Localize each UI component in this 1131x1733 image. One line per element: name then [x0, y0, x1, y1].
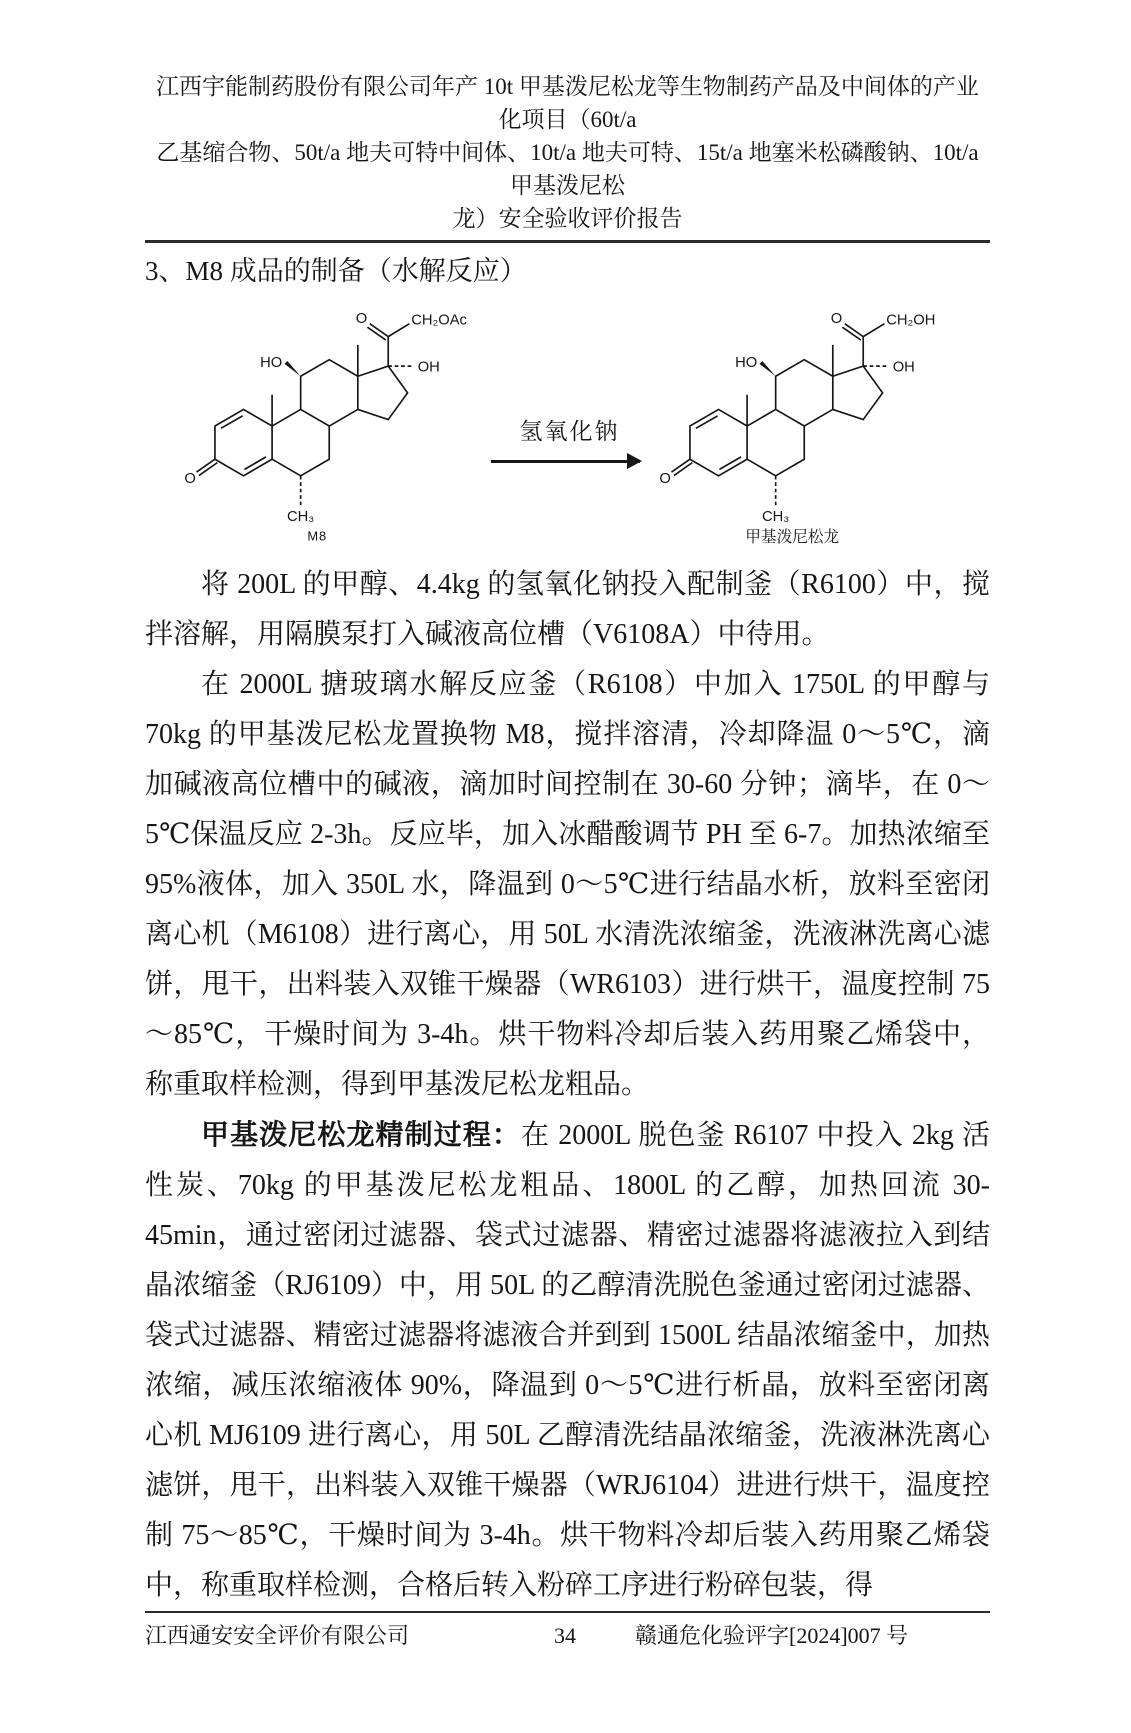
steroid-skeleton [215, 324, 409, 476]
wedge-bond [285, 361, 301, 376]
paragraph-text: 在 2000L 脱色釜 R6107 中投入 2kg 活性炭、70kg 的甲基泼尼松龙粗品、1800L 的乙醇，加热回流 30-45min，通过密闭过滤器、袋式过滤器、精密过滤器将滤液拉入到结晶浓缩釜（RJ6109）中，用 50L 的乙醇清洗脱色釜通过密闭过滤器、袋式过滤器、精密过滤器将滤液合并到到 1500L 结晶浓缩釜中，加热浓缩，减压浓缩液体 90%，降温到 0～5℃进行析晶，放料至密闭离心机 MJ6109 进行离心，用 50L 乙醇清洗结晶浓缩釜，洗液淋洗离心滤饼，甩干，出料装入双锥干燥器（WRJ6104）进进行烘干，温度控制 75～85℃，干燥时间为 3-4h。烘干物料冷却后装入药用聚乙烯袋中，称重取样检测，合格后转入粉碎工序进行粉碎包装，得 [145, 1120, 990, 1601]
page-number: 34 [554, 1623, 576, 1648]
body-text [145, 560, 990, 1611]
header-line: 江西宇能制药股份有限公司年产 10t 甲基泼尼松龙等生物制药产品及中间体的产业化项目（60t/a [156, 74, 979, 132]
atom-label-oh: OH [417, 359, 440, 376]
molecule-m8-structure [179, 295, 485, 546]
footer-doc-number: 赣通危化验评字[2024]007 号 [635, 1623, 909, 1648]
paragraph-refining [145, 1110, 990, 1611]
atom-label-ho: HO [735, 355, 758, 372]
right-arrow-icon [491, 460, 640, 463]
molecule-product-structure [654, 295, 960, 546]
paragraph-lead: 甲基泼尼松龙精制过程： [201, 1119, 522, 1150]
atom-label-o: O [355, 310, 368, 327]
reaction-arrow-block [485, 413, 654, 463]
double-bond [696, 416, 718, 428]
atom-label-o: O [184, 471, 196, 488]
molecule-methylprednisolone [654, 295, 960, 546]
page-header [145, 70, 990, 243]
footer-row [145, 1621, 990, 1651]
molecule-m8 [179, 295, 485, 546]
atom-label-oh: OH [892, 359, 915, 376]
reaction-scheme [145, 291, 990, 546]
atom-label-ho: HO [260, 355, 283, 372]
header-line: 乙基缩合物、50t/a 地夫可特中间体、10t/a 地夫可特、15t/a 地塞米松磷酸钠、10t/a 甲基泼尼松 [156, 140, 979, 198]
footer-company: 江西通安安全评价有限公司 [145, 1623, 410, 1648]
section-heading: 3、M8 成品的制备（水解反应） [145, 256, 527, 286]
side-chain-label: CH₂OAc [411, 312, 467, 329]
double-bond [244, 457, 266, 469]
molecule-name: M8 [307, 528, 328, 544]
atom-label-o: O [830, 310, 843, 327]
wedge-bond [760, 361, 776, 376]
footer-divider [145, 1611, 990, 1613]
molecule-name: 甲基泼尼松龙 [745, 529, 840, 547]
header-divider [145, 240, 990, 243]
page-footer [145, 1611, 990, 1733]
side-chain-label: CH₂OH [886, 312, 936, 329]
steroid-skeleton [690, 324, 884, 476]
header-line: 龙）安全验收评价报告 [452, 206, 683, 231]
atom-label-o: O [659, 471, 671, 488]
double-bond [719, 457, 741, 469]
paragraph-preparation: 将 200L 的甲醇、4.4kg 的氢氧化钠投入配制釜（R6100）中，搅拌溶解，用隔膜泵打入碱液高位槽（V6108A）中待用。 [145, 569, 990, 650]
double-bond [221, 416, 243, 428]
reagent-label: 氢氧化钠 [519, 419, 620, 444]
atom-label-ch3: CH₃ [287, 508, 315, 525]
atom-label-ch3: CH₃ [762, 508, 790, 525]
paragraph-hydrolysis: 在 2000L 搪玻璃水解反应釜（R6108）中加入 1750L 的甲醇与 70kg 的甲基泼尼松龙置换物 M8，搅拌溶清，冷却降温 0～5℃，滴加碱液高位槽中的碱液，滴加时间控制在 30-60 分钟；滴毕，在 0～5℃保温反应 2-3h。反应毕，加入冰醋酸调节 PH 至 6-7。加热浓缩至 95%液体，加入 350L 水，降温到 0～5℃进行结晶水析，放料至密闭离心机（M6108）进行离心，用 50L 水清洗浓缩釜，洗液淋洗离心滤饼，甩干，出料装入双锥干燥器（WR6103）进行烘干，温度控制 75～85℃，干燥时间为 3-4h。烘干物料冷却后装入药用聚乙烯袋中，称重取样检测，得到甲基泼尼松龙粗品。 [145, 669, 990, 1100]
